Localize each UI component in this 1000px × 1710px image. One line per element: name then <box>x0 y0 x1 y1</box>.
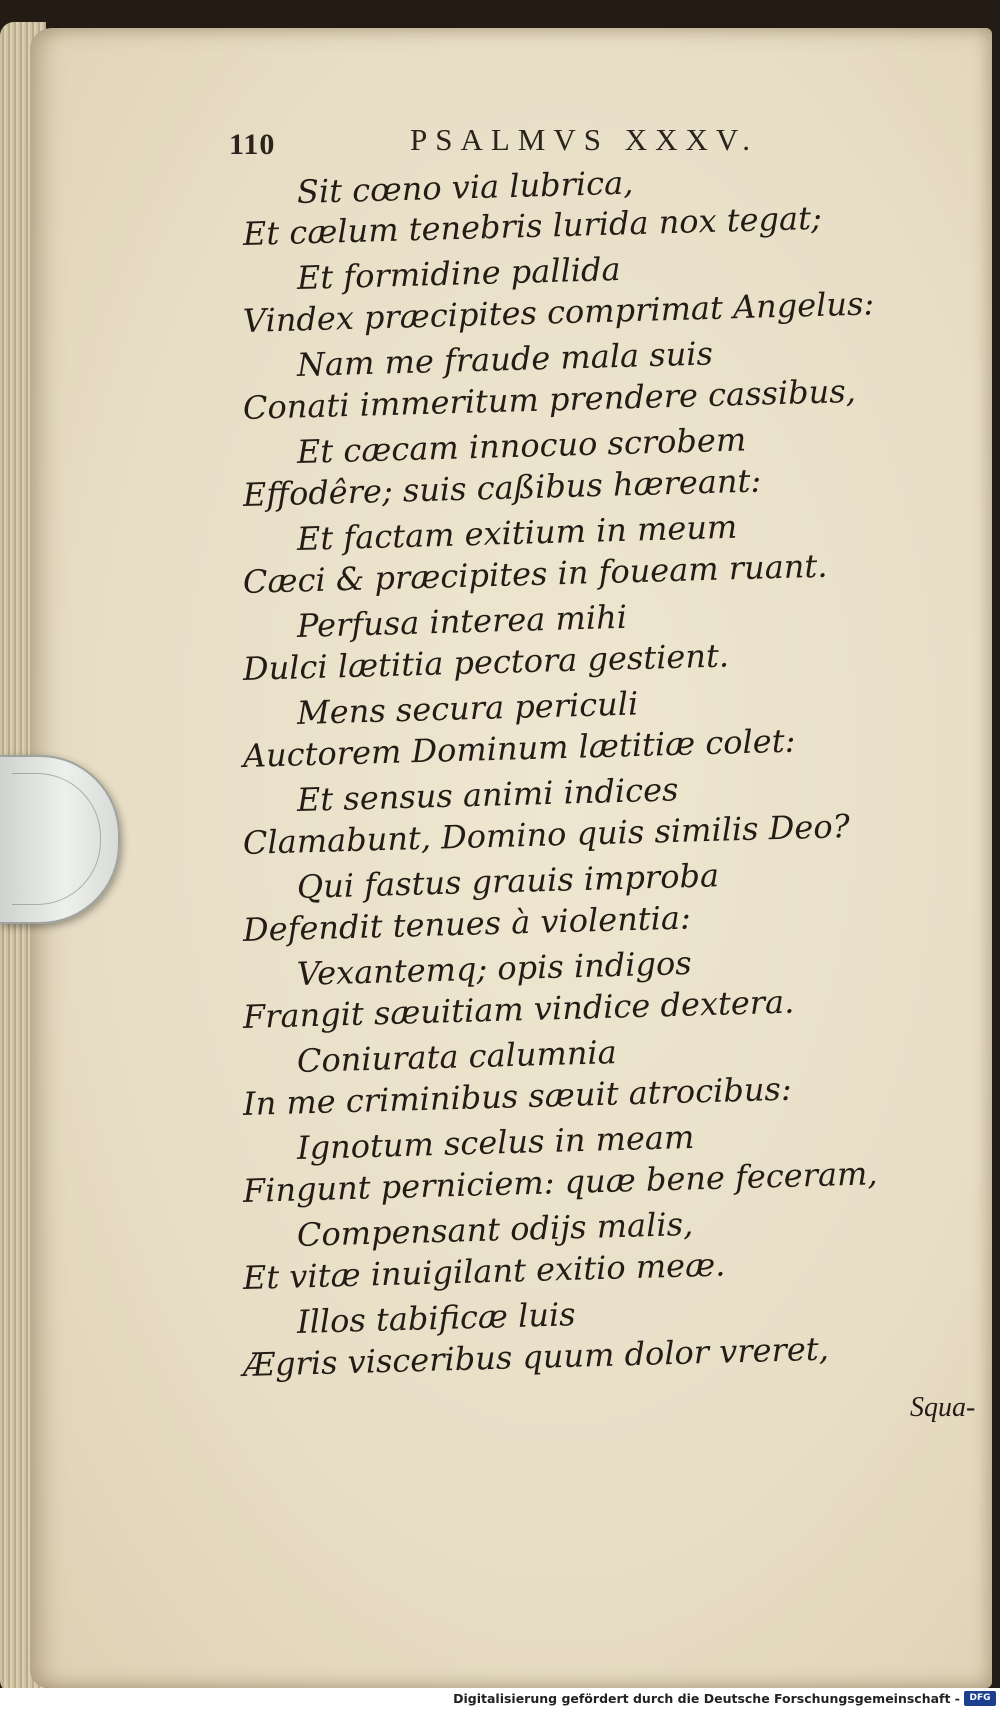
verse-line: Et cælum tenebris lurida nox tegat; <box>242 198 823 253</box>
verse-line: Effodêre; suis caßibus hæreant: <box>242 461 762 514</box>
page-number: 110 <box>229 128 276 161</box>
verse-line: Auctorem Dominum lætitiæ colet: <box>242 721 796 775</box>
verse-line: In me criminibus sæuit atrocibus: <box>242 1069 793 1123</box>
verse-line: Mens secura periculi <box>296 684 639 732</box>
verse-line: Defendit tenues à violentia: <box>242 898 692 949</box>
page-header <box>0 118 1000 161</box>
verse-line: Nam me fraude mala suis <box>296 334 714 384</box>
verse-line: Vindex præcipites comprimat Angelus: <box>242 284 875 340</box>
verse-line: Coniurata calumnia <box>296 1033 618 1080</box>
verse-line: Et factam exitium in meum <box>296 507 738 558</box>
dfg-logo: DFG <box>964 1691 996 1706</box>
page-clip-inner <box>12 773 101 905</box>
verse-line: Fingunt perniciem: quæ bene feceram, <box>242 1154 879 1210</box>
verse-line: Cæci & præcipites in foueam ruant. <box>242 546 828 601</box>
verse-line: Et formidine pallida <box>296 249 622 297</box>
verse-line: Vexantemq; opis indigos <box>296 943 693 993</box>
verse-line: Sit cœno via lubrica, <box>296 163 634 211</box>
verse-line: Et sensus animi indices <box>296 770 679 819</box>
verse-line: Illos tabificæ luis <box>296 1295 577 1341</box>
verse-line: Et cæcam innocuo scrobem <box>296 420 747 471</box>
verse-line: Et vitæ inuigilant exitio meæ. <box>242 1245 726 1297</box>
verse-line: Dulci lætitia pectora gestient. <box>242 636 730 688</box>
verse-line: Ignotum scelus in meam <box>296 1117 695 1167</box>
verse-line: Ægris visceribus quum dolor vreret, <box>242 1329 830 1384</box>
verse-line: Compensant odijs malis, <box>296 1204 694 1254</box>
running-title: PSALMVS XXXV. <box>410 122 759 157</box>
verse-line: Clamabunt, Domino quis similis Deo? <box>242 807 851 862</box>
footer-bar <box>0 1688 1000 1710</box>
verse-line: Frangit sæuitiam vindice dextera. <box>242 982 795 1036</box>
verse-line: Qui fastus grauis improba <box>296 856 720 906</box>
funding-credit: Digitalisierung gefördert durch die Deutsche Forschungsgemeinschaft - <box>453 1691 960 1706</box>
verse-line: Perfusa interea mihi <box>296 597 628 645</box>
verse-line: Conati immeritum prendere cassibus, <box>242 371 857 427</box>
catchword: Squa- <box>910 1392 976 1423</box>
